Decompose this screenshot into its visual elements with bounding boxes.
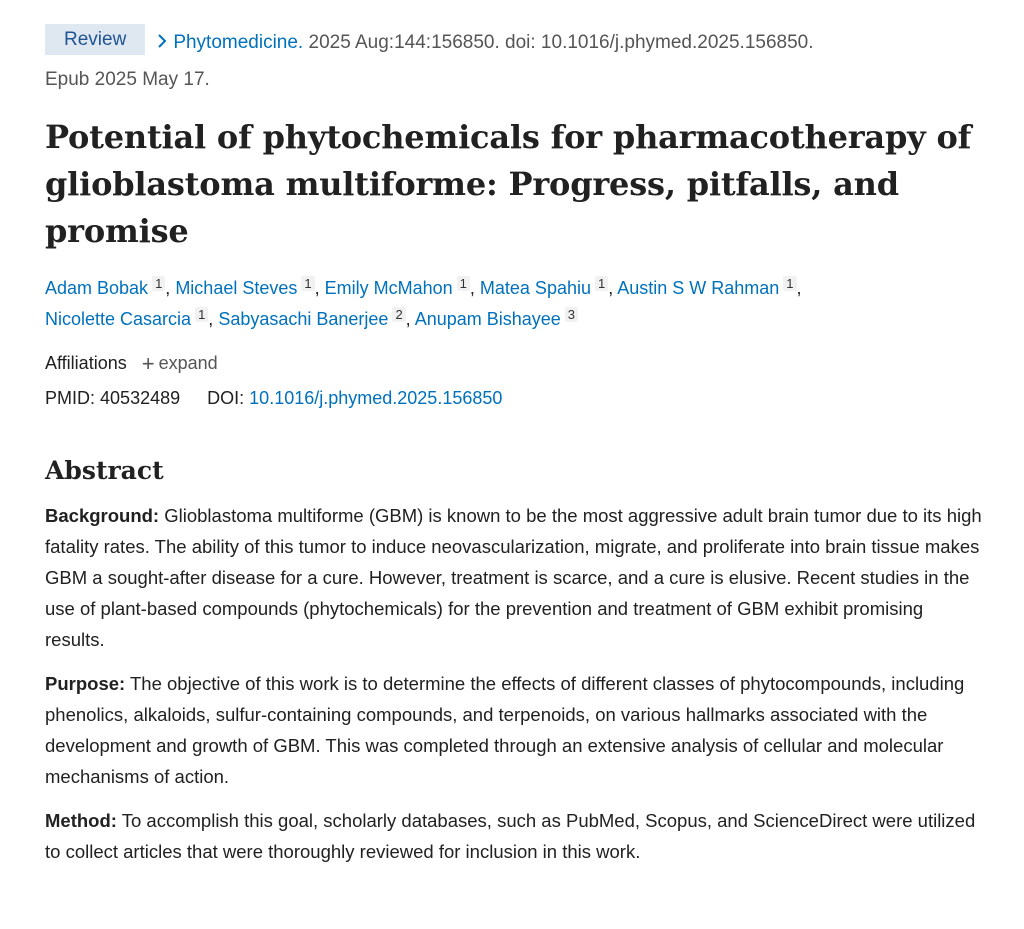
affiliation-ref[interactable]: 3 <box>565 307 578 322</box>
author-link[interactable]: Michael Steves <box>175 278 298 298</box>
affiliation-ref[interactable]: 1 <box>595 276 608 291</box>
affiliation-ref[interactable]: 1 <box>152 276 165 291</box>
abstract-section <box>45 668 985 792</box>
doi-label: DOI: <box>207 388 245 408</box>
chevron-right-icon[interactable] <box>157 24 167 61</box>
abstract-heading: Abstract <box>45 456 164 485</box>
epub-date: Epub 2025 May 17. <box>45 69 210 90</box>
author-link[interactable]: Nicolette Casarcia <box>45 309 192 329</box>
affiliation-ref[interactable]: 1 <box>195 307 208 322</box>
affiliations-label: Affiliations <box>45 353 127 373</box>
affiliation-ref[interactable]: 2 <box>392 307 405 322</box>
affiliations-expand-button[interactable] <box>141 351 218 376</box>
journal-link[interactable]: Phytomedicine. <box>173 32 304 53</box>
author-link[interactable]: Anupam Bishayee <box>414 309 561 329</box>
affiliation-ref[interactable]: 1 <box>301 276 314 291</box>
abstract-subtitle: Purpose: <box>45 673 126 694</box>
publication-type-badge: Review <box>45 24 145 55</box>
citation-details: 2025 Aug:144:156850. doi: 10.1016/j.phymed.2025.156850. <box>308 32 814 53</box>
citation-block <box>45 24 985 98</box>
doi-link[interactable]: 10.1016/j.phymed.2025.156850 <box>249 388 503 408</box>
article-title: Potential of phytochemicals for pharmacotherapy of glioblastoma multiforme: Progress, pitfalls, and promise <box>45 118 972 250</box>
pmid-value: 40532489 <box>100 388 181 408</box>
author-link[interactable]: Matea Spahiu <box>479 278 591 298</box>
affiliation-ref[interactable]: 1 <box>457 276 470 291</box>
author-link[interactable]: Sabyasachi Banerjee <box>218 309 389 329</box>
author-link[interactable]: Austin S W Rahman <box>617 278 780 298</box>
abstract-text: To accomplish this goal, scholarly databases, such as PubMed, Scopus, and ScienceDirect were utilized to collect articles that were thoroughly reviewed for inclusion in this work. <box>45 810 976 862</box>
pmid-label: PMID: <box>45 388 96 408</box>
affiliation-ref[interactable]: 1 <box>783 276 796 291</box>
abstract-subtitle: Background: <box>45 505 160 526</box>
author-link[interactable]: Adam Bobak <box>45 278 149 298</box>
authors-list: Adam Bobak 1 , Michael Steves 1 , Emily McMahon 1 , Matea Spahiu 1 , Austin S W Rahman 1 , Nicolette Casarcia 1 , Sabyasachi Banerjee 2 , Anupam Bishayee 3 <box>45 276 802 329</box>
affiliations-row <box>45 349 985 378</box>
abstract-section <box>45 805 985 867</box>
identifiers-row <box>45 384 985 412</box>
author-link[interactable]: Emily McMahon <box>324 278 453 298</box>
abstract-subtitle: Method: <box>45 810 117 831</box>
expand-label: expand <box>158 353 218 373</box>
abstract-text: The objective of this work is to determine the effects of different classes of phytocompounds, including phenolics, alkaloids, sulfur-containing compounds, and terpenoids, on various hallmarks associated with the development and growth of GBM. This was completed through an extensive analysis of cellular and molecular mechanisms of action. <box>45 673 965 787</box>
plus-icon: + <box>141 351 155 376</box>
abstract-section <box>45 500 985 655</box>
abstract-text: Glioblastoma multiforme (GBM) is known to be the most aggressive adult brain tumor due to its high fatality rates. The ability of this tumor to induce neovascularization, migrate, and proliferate into brain tissue makes GBM a sought-after disease for a cure. However, treatment is scarce, and a cure is elusive. Recent studies in the use of plant-based compounds (phytochemicals) for the prevention and treatment of GBM exhibit promising results. <box>45 505 982 650</box>
abstract-body <box>45 500 985 867</box>
